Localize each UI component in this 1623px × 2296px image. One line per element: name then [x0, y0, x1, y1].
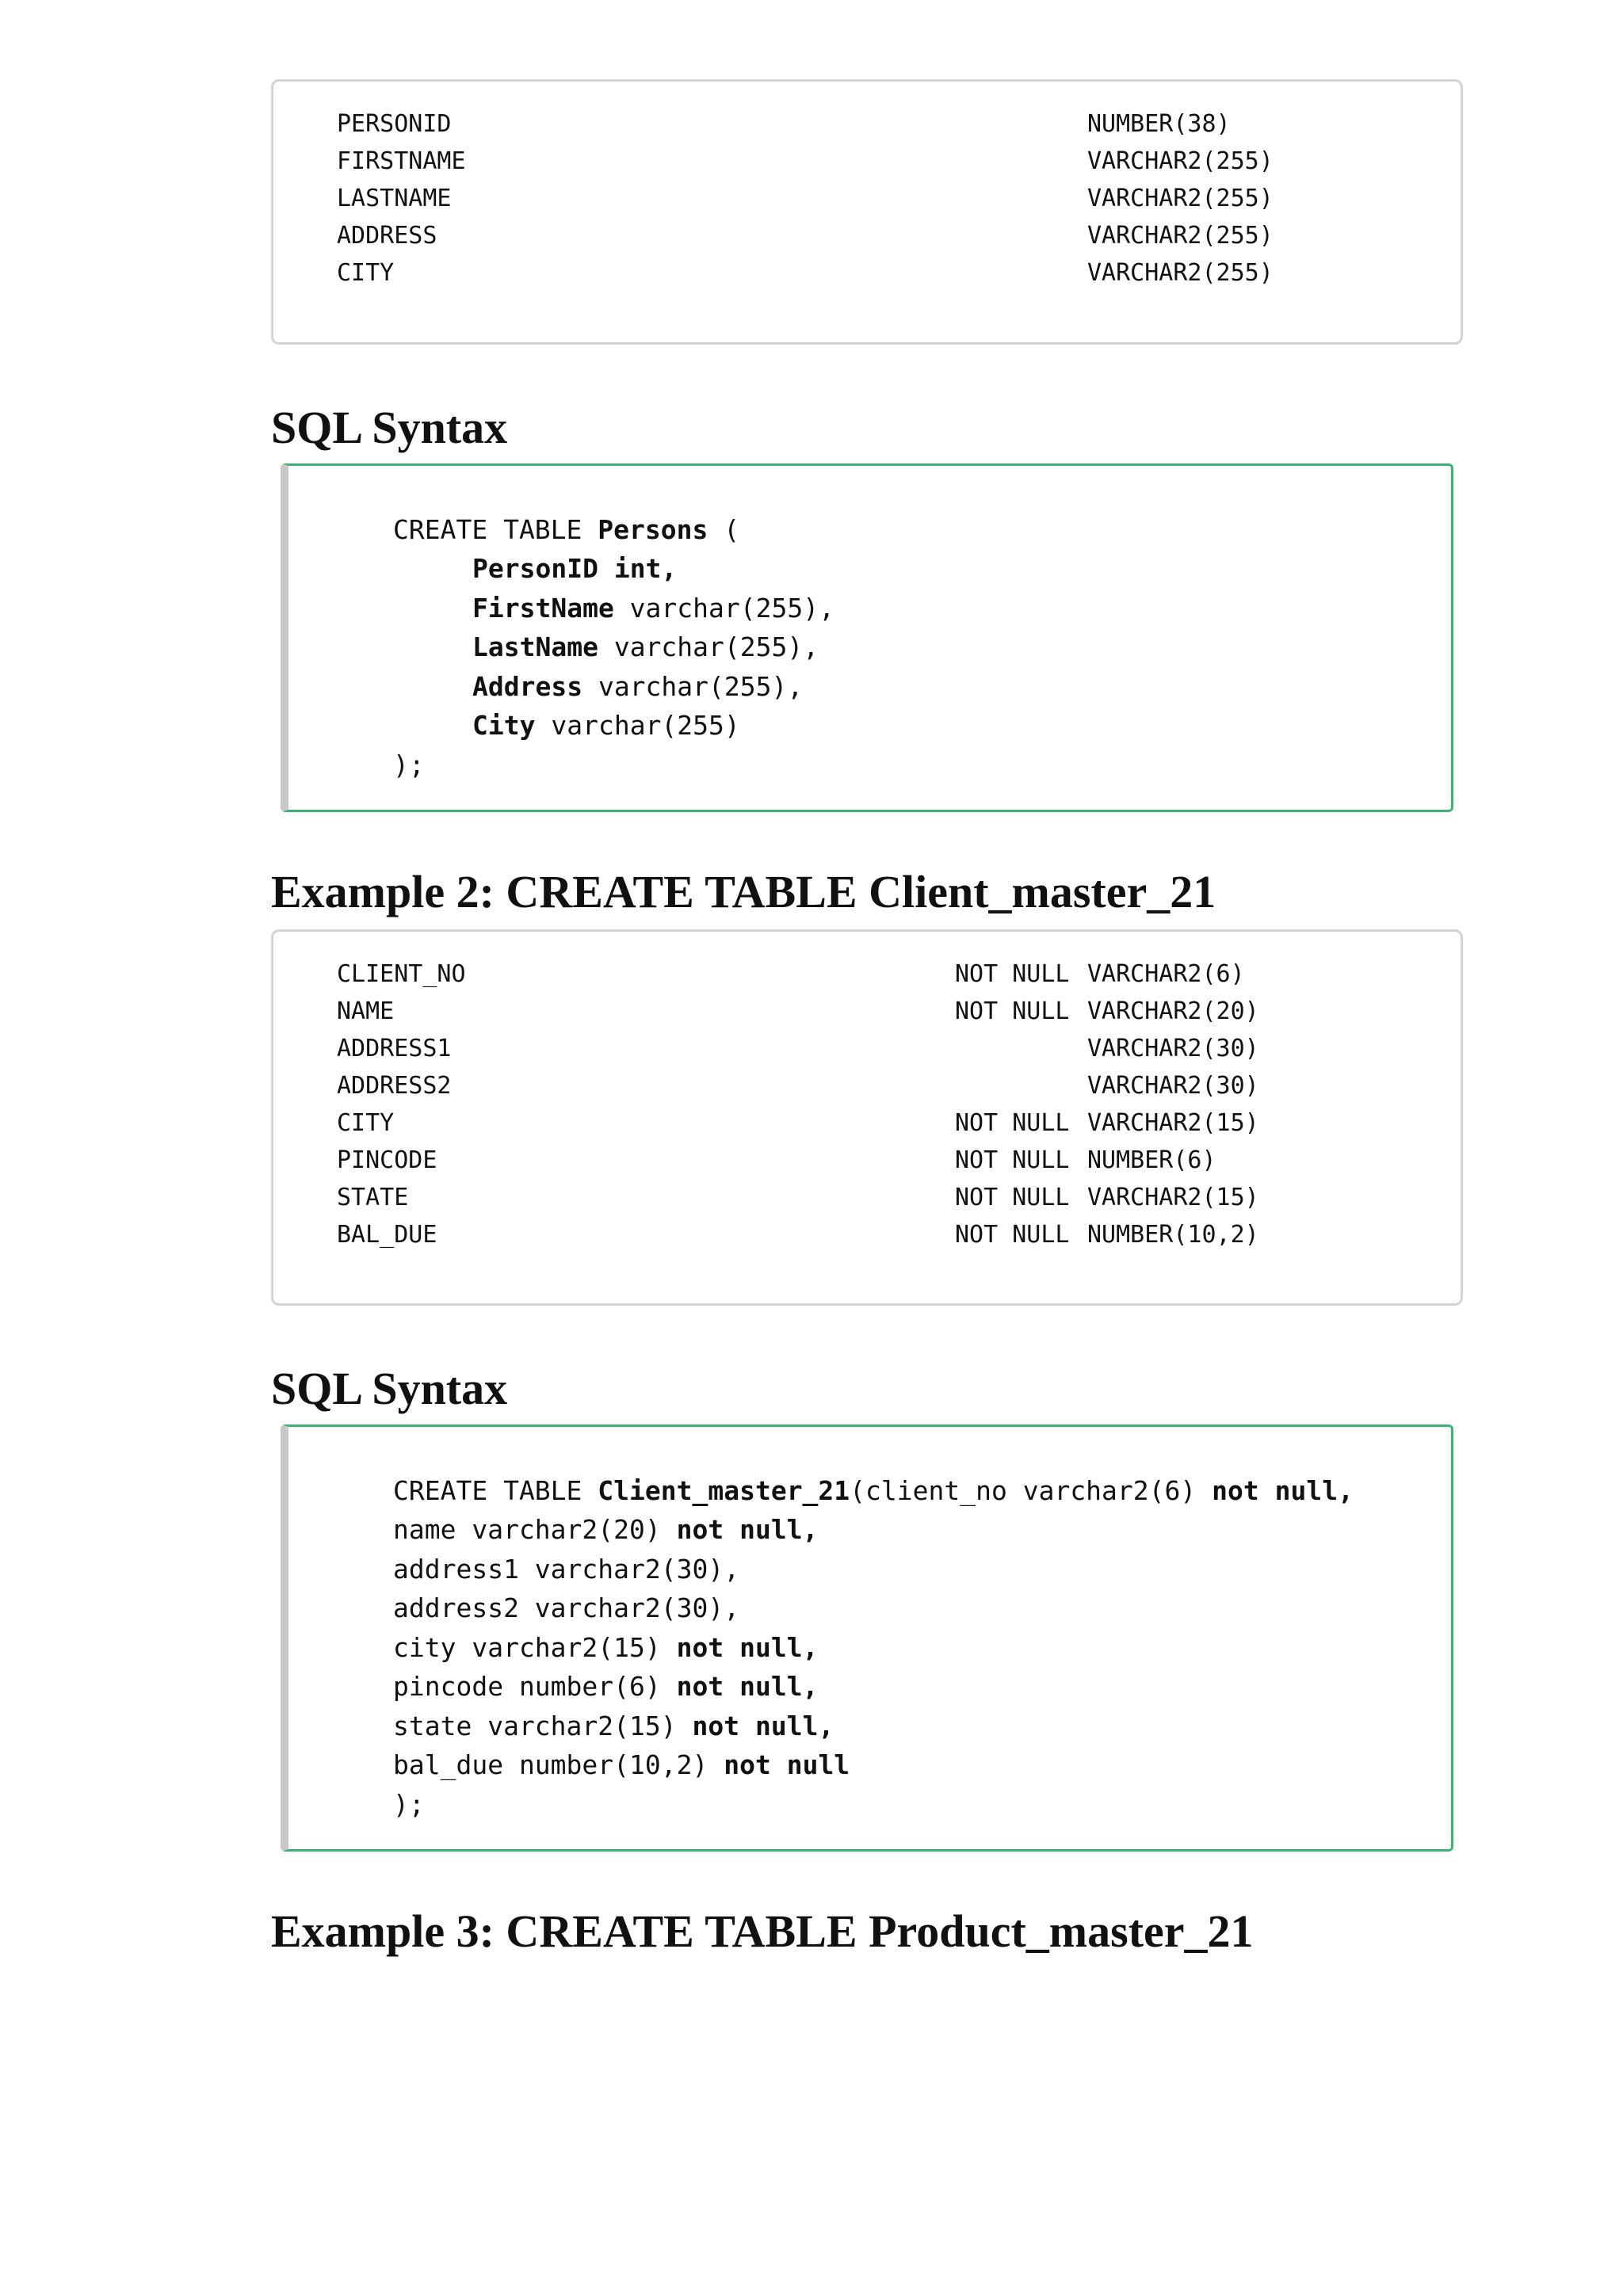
code-column-type: varchar(255), [582, 670, 804, 702]
column-type: NUMBER(10,2) [1087, 1221, 1259, 1249]
column-nullable: NOT NULL [955, 1109, 1070, 1137]
persons-describe-output [271, 79, 1463, 345]
column-type: VARCHAR2(15) [1087, 1184, 1259, 1211]
code-column-def: (client_no varchar2(6) [850, 1474, 1212, 1506]
describe-row [337, 955, 1397, 993]
describe-row [337, 217, 1397, 254]
client-column-definitions [393, 1510, 1419, 1785]
code-column-name: LastName [472, 631, 598, 662]
describe-row [337, 993, 1397, 1030]
column-type: VARCHAR2(30) [1087, 1035, 1259, 1062]
column-type: VARCHAR2(255) [1087, 185, 1274, 212]
code-line [393, 1628, 1419, 1668]
describe-row [337, 1067, 1397, 1104]
column-type: VARCHAR2(15) [1087, 1109, 1259, 1137]
code-line [393, 1707, 1419, 1746]
code-line [393, 1745, 1419, 1785]
code-line [393, 706, 1419, 746]
describe-row [337, 254, 1397, 292]
describe-row [337, 1030, 1397, 1067]
persons-column-definitions [393, 549, 1419, 746]
column-type: VARCHAR2(30) [1087, 1072, 1259, 1100]
code-close-paren: ); [393, 1788, 425, 1820]
code-line [393, 1589, 1419, 1628]
column-type: NUMBER(6) [1087, 1146, 1216, 1174]
column-nullable: NOT NULL [955, 997, 1070, 1025]
code-line [393, 627, 1419, 667]
column-name: CITY [337, 1109, 395, 1137]
column-name: PERSONID [337, 110, 452, 138]
code-not-null: not null [1212, 1474, 1338, 1506]
code-column-def: city varchar2(15) [393, 1631, 677, 1663]
column-type: VARCHAR2(20) [1087, 997, 1259, 1025]
code-not-null: not null [676, 1631, 803, 1663]
column-nullable: NOT NULL [955, 1184, 1070, 1211]
column-name: CITY [337, 259, 395, 287]
column-name: BAL_DUE [337, 1221, 437, 1249]
code-column-def: address1 varchar2(30), [393, 1553, 740, 1585]
describe-row [337, 180, 1397, 217]
column-name: PINCODE [337, 1146, 437, 1174]
code-column-def: bal_due number(10,2) [393, 1749, 724, 1780]
code-comma: , [802, 1671, 819, 1702]
sql-syntax-heading: SQL Syntax [271, 402, 508, 453]
describe-row [337, 1216, 1397, 1253]
sql-syntax-heading-2: SQL Syntax [271, 1363, 508, 1414]
code-table-name: Persons [598, 513, 708, 545]
code-column-def: state varchar2(15) [393, 1710, 693, 1741]
describe-row [337, 143, 1397, 180]
describe-row [337, 105, 1397, 143]
client-describe-rows [337, 955, 1397, 1253]
column-type: VARCHAR2(255) [1087, 147, 1274, 175]
column-type: VARCHAR2(255) [1087, 222, 1274, 250]
code-column-def: address2 varchar2(30), [393, 1592, 740, 1623]
code-column-name: Address [472, 670, 583, 702]
code-line [393, 589, 1419, 628]
code-create-keyword: CREATE TABLE [393, 1474, 598, 1506]
code-column-type: varchar(255), [613, 592, 834, 624]
code-line [393, 1550, 1419, 1589]
column-name: LASTNAME [337, 185, 452, 212]
column-nullable: NOT NULL [955, 960, 1070, 988]
column-type: NUMBER(38) [1087, 110, 1231, 138]
code-line [393, 549, 1419, 589]
code-column-type: varchar(255), [598, 631, 819, 662]
code-line [393, 1667, 1419, 1707]
document-page [271, 79, 1463, 1958]
describe-row [337, 1179, 1397, 1216]
code-close-paren: ); [393, 749, 425, 780]
describe-row [337, 1142, 1397, 1179]
code-not-null: not null [676, 1514, 803, 1545]
column-type: VARCHAR2(6) [1087, 960, 1245, 988]
code-column-type: varchar(255) [535, 710, 740, 741]
code-comma: , [1338, 1474, 1354, 1506]
column-name: ADDRESS1 [337, 1035, 452, 1062]
column-name: ADDRESS2 [337, 1072, 452, 1100]
column-type: VARCHAR2(255) [1087, 259, 1274, 287]
code-line [393, 1471, 1419, 1511]
column-nullable: NOT NULL [955, 1221, 1070, 1249]
code-comma: , [802, 1514, 819, 1545]
code-comma: , [802, 1631, 819, 1663]
code-line [393, 667, 1419, 707]
column-name: CLIENT_NO [337, 960, 466, 988]
example-3-heading: Example 3: CREATE TABLE Product_master_21 [271, 1905, 1254, 1957]
describe-row [337, 1104, 1397, 1142]
code-not-null: not null [676, 1671, 803, 1702]
code-column-name: PersonID [472, 553, 598, 584]
client-create-table-code [281, 1425, 1453, 1852]
column-name: ADDRESS [337, 222, 437, 250]
code-line [393, 1510, 1419, 1550]
code-line [393, 510, 1419, 550]
code-open-paren: ( [708, 513, 740, 545]
code-not-null: not null [692, 1710, 819, 1741]
code-comma: , [818, 1710, 834, 1741]
persons-describe-rows [337, 105, 1397, 292]
code-not-null: not null [724, 1749, 850, 1780]
persons-create-table-code [281, 463, 1453, 812]
code-column-def: pincode number(6) [393, 1671, 677, 1702]
code-column-name: City [472, 710, 536, 741]
column-nullable: NOT NULL [955, 1146, 1070, 1174]
code-column-name: FirstName [472, 592, 614, 624]
column-name: NAME [337, 997, 395, 1025]
code-column-type: int, [598, 553, 678, 584]
client-describe-output [271, 929, 1463, 1306]
column-name: STATE [337, 1184, 409, 1211]
code-create-keyword: CREATE TABLE [393, 513, 598, 545]
code-table-name: Client_master_21 [598, 1474, 850, 1506]
column-name: FIRSTNAME [337, 147, 466, 175]
code-column-def: name varchar2(20) [393, 1514, 677, 1545]
example-2-heading: Example 2: CREATE TABLE Client_master_21 [271, 866, 1216, 917]
